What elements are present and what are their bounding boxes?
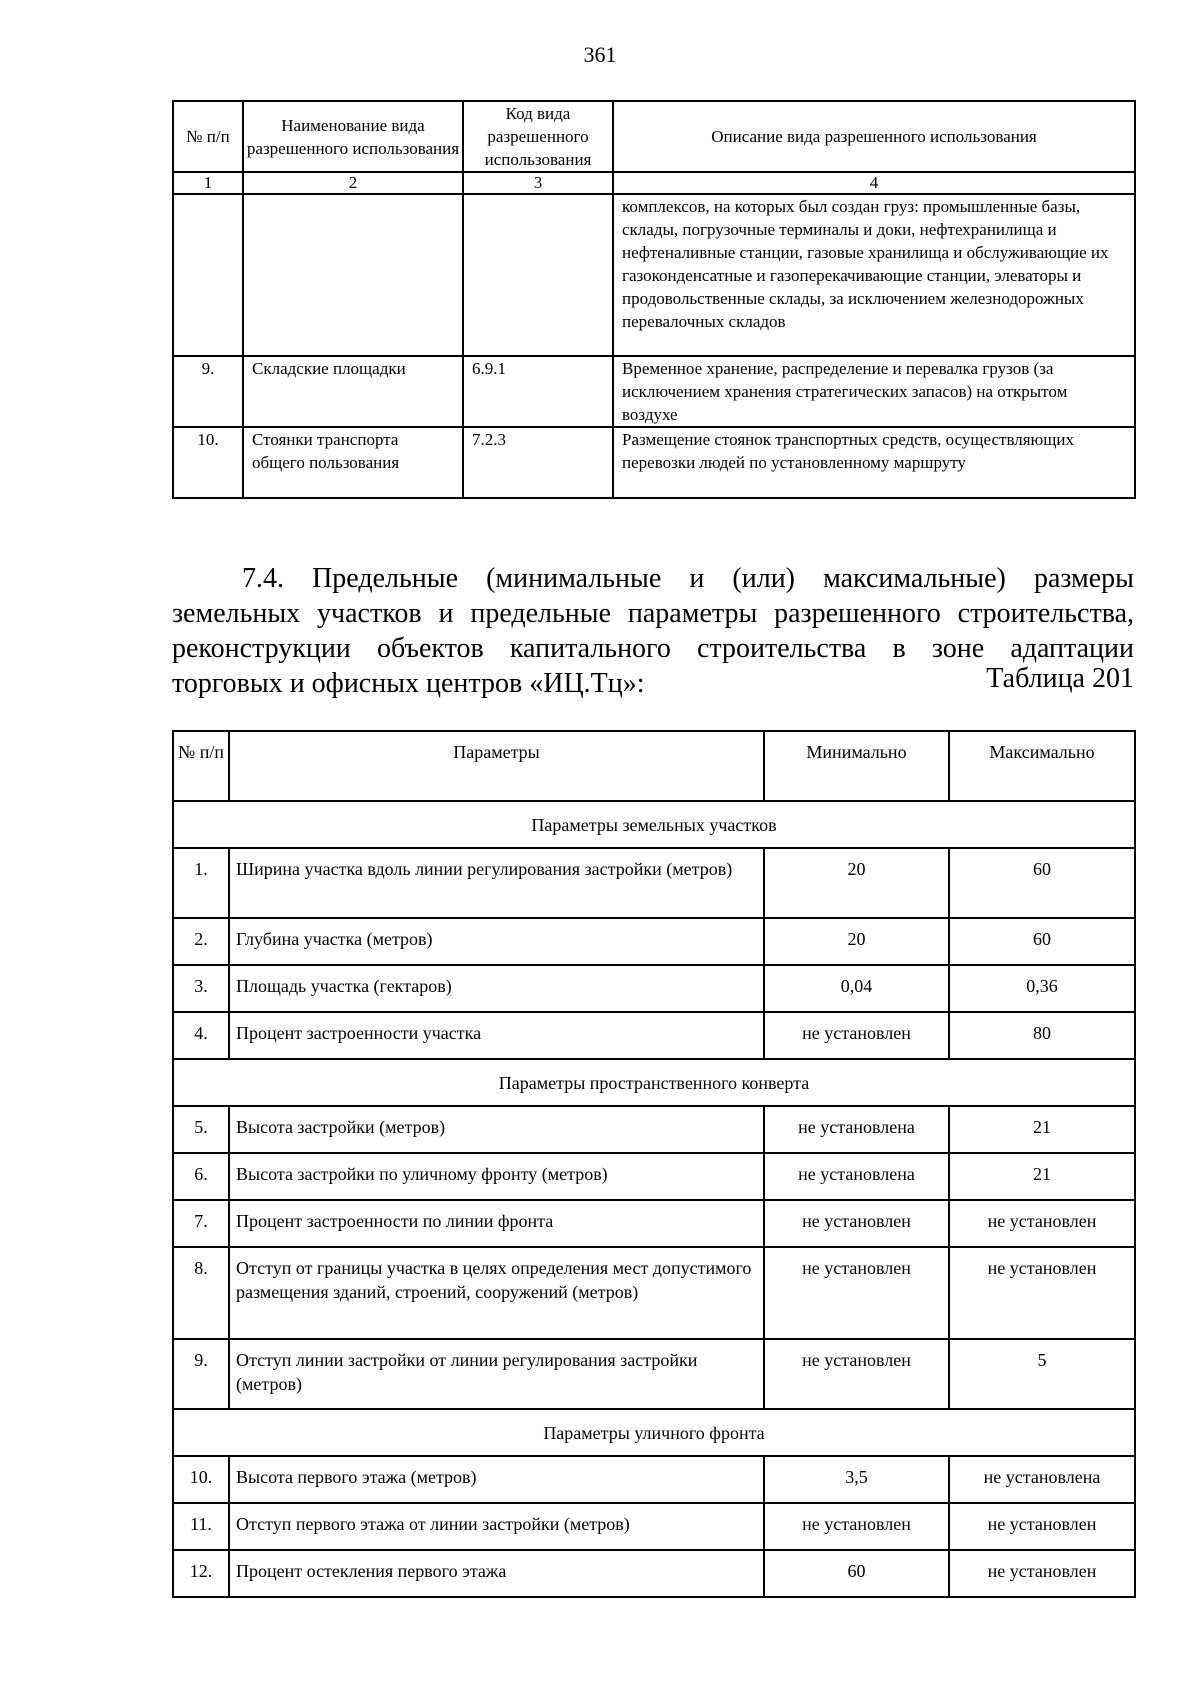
- row-min: не установлен: [764, 1200, 949, 1247]
- row-min: не установлен: [764, 1012, 949, 1059]
- row-min: 60: [764, 1550, 949, 1597]
- row-name: Стоянки транспорта общего пользования: [243, 427, 463, 498]
- row-num: 8.: [173, 1247, 229, 1339]
- row-max: не установлен: [949, 1200, 1135, 1247]
- header-description: Описание вида разрешенного использования: [613, 101, 1135, 172]
- table-header-row: [173, 101, 1135, 172]
- page-number: 361: [583, 42, 617, 67]
- table-row: [173, 194, 1135, 356]
- row-name: Складские площадки: [243, 356, 463, 427]
- column-number: 4: [613, 172, 1135, 194]
- row-max: 21: [949, 1153, 1135, 1200]
- row-num: 5.: [173, 1106, 229, 1153]
- row-min: не установлен: [764, 1339, 949, 1409]
- table-row: [173, 1200, 1135, 1247]
- table-row: [173, 848, 1135, 918]
- header-num: № п/п: [173, 731, 229, 801]
- row-max: не установлен: [949, 1550, 1135, 1597]
- section-row: [173, 1059, 1135, 1106]
- header-params: Параметры: [229, 731, 764, 801]
- row-max: 60: [949, 848, 1135, 918]
- row-num: 9.: [173, 1339, 229, 1409]
- table-row: [173, 1456, 1135, 1503]
- row-num: 9.: [173, 356, 243, 427]
- permitted-use-table: [172, 100, 1136, 499]
- row-min: не установлен: [764, 1503, 949, 1550]
- row-num: 3.: [173, 965, 229, 1012]
- row-num: 1.: [173, 848, 229, 918]
- row-param: Площадь участка (гектаров): [229, 965, 764, 1012]
- row-param: Отступ первого этажа от линии застройки (метров): [229, 1503, 764, 1550]
- row-num: 11.: [173, 1503, 229, 1550]
- row-min: 20: [764, 848, 949, 918]
- column-number: 1: [173, 172, 243, 194]
- row-min: не установлен: [764, 1247, 949, 1339]
- row-max: 21: [949, 1106, 1135, 1153]
- table-row: [173, 1153, 1135, 1200]
- header-code: Код вида разрешенного использования: [463, 101, 613, 172]
- header-num: № п/п: [173, 101, 243, 172]
- row-max: не установлен: [949, 1503, 1135, 1550]
- row-num: 2.: [173, 918, 229, 965]
- row-param: Высота первого этажа (метров): [229, 1456, 764, 1503]
- table-header-row: [173, 731, 1135, 801]
- table-row: [173, 356, 1135, 427]
- table-row: [173, 918, 1135, 965]
- row-name: [243, 194, 463, 356]
- row-max: 60: [949, 918, 1135, 965]
- row-num: 12.: [173, 1550, 229, 1597]
- section-title: Параметры земельных участков: [173, 801, 1135, 848]
- row-description: Размещение стоянок транспортных средств, осуществляющих перевозки людей по установленному маршруту: [613, 427, 1135, 498]
- row-code: 6.9.1: [463, 356, 613, 427]
- table-row: [173, 1503, 1135, 1550]
- row-num: [173, 194, 243, 356]
- row-num: 6.: [173, 1153, 229, 1200]
- row-param: Высота застройки (метров): [229, 1106, 764, 1153]
- row-min: не установлена: [764, 1106, 949, 1153]
- table-caption: Таблица 201: [986, 663, 1134, 694]
- section-title: Параметры уличного фронта: [173, 1409, 1135, 1456]
- row-num: 10.: [173, 1456, 229, 1503]
- table-row: [173, 965, 1135, 1012]
- table-row: [173, 1106, 1135, 1153]
- table-row: [173, 1012, 1135, 1059]
- row-description: Временное хранение, распределение и перевалка грузов (за исключением хранения стратегических запасов) на открытом воздухе: [613, 356, 1135, 427]
- table-row: [173, 1339, 1135, 1409]
- row-description: комплексов, на которых был создан груз: промышленные базы, склады, погрузочные терминалы и доки, нефтехранилища и нефтеналивные станции, газовые хранилища и обслуживающие их газоконденсатные и газоперекачивающие станции, элеваторы и продовольственные склады, за исключением железнодорожных перевалочных складов: [613, 194, 1135, 356]
- row-param: Ширина участка вдоль линии регулирования застройки (метров): [229, 848, 764, 918]
- header-name: Наименование вида разрешенного использования: [243, 101, 463, 172]
- row-min: не установлена: [764, 1153, 949, 1200]
- row-num: 10.: [173, 427, 243, 498]
- table-row: [173, 1247, 1135, 1339]
- row-param: Высота застройки по уличному фронту (метров): [229, 1153, 764, 1200]
- row-max: не установлена: [949, 1456, 1135, 1503]
- row-param: Процент застроенности по линии фронта: [229, 1200, 764, 1247]
- row-param: Процент остекления первого этажа: [229, 1550, 764, 1597]
- column-number: 3: [463, 172, 613, 194]
- table-row: [173, 1550, 1135, 1597]
- parameters-table: [172, 730, 1136, 1598]
- row-max: 5: [949, 1339, 1135, 1409]
- section-text: 7.4. Предельные (минимальные и (или) максимальные) размеры земельных участков и предельные параметры разрешенного строительства, реконструкции объектов капитального строительства в зоне адаптации торговых и офисных центров «ИЦ.Тц»:: [172, 563, 1134, 699]
- row-code: [463, 194, 613, 356]
- column-number: 2: [243, 172, 463, 194]
- section-row: [173, 1409, 1135, 1456]
- header-min: Минимально: [764, 731, 949, 801]
- section-row: [173, 801, 1135, 848]
- row-min: 20: [764, 918, 949, 965]
- row-max: 80: [949, 1012, 1135, 1059]
- row-num: 7.: [173, 1200, 229, 1247]
- row-param: Глубина участка (метров): [229, 918, 764, 965]
- header-max: Максимально: [949, 731, 1135, 801]
- table-row: [173, 427, 1135, 498]
- row-min: 0,04: [764, 965, 949, 1012]
- row-max: не установлен: [949, 1247, 1135, 1339]
- row-code: 7.2.3: [463, 427, 613, 498]
- section-title: Параметры пространственного конверта: [173, 1059, 1135, 1106]
- row-min: 3,5: [764, 1456, 949, 1503]
- row-param: Процент застроенности участка: [229, 1012, 764, 1059]
- column-numbers-row: [173, 172, 1135, 194]
- row-param: Отступ от границы участка в целях определения мест допустимого размещения зданий, строений, сооружений (метров): [229, 1247, 764, 1339]
- row-max: 0,36: [949, 965, 1135, 1012]
- row-num: 4.: [173, 1012, 229, 1059]
- row-param: Отступ линии застройки от линии регулирования застройки (метров): [229, 1339, 764, 1409]
